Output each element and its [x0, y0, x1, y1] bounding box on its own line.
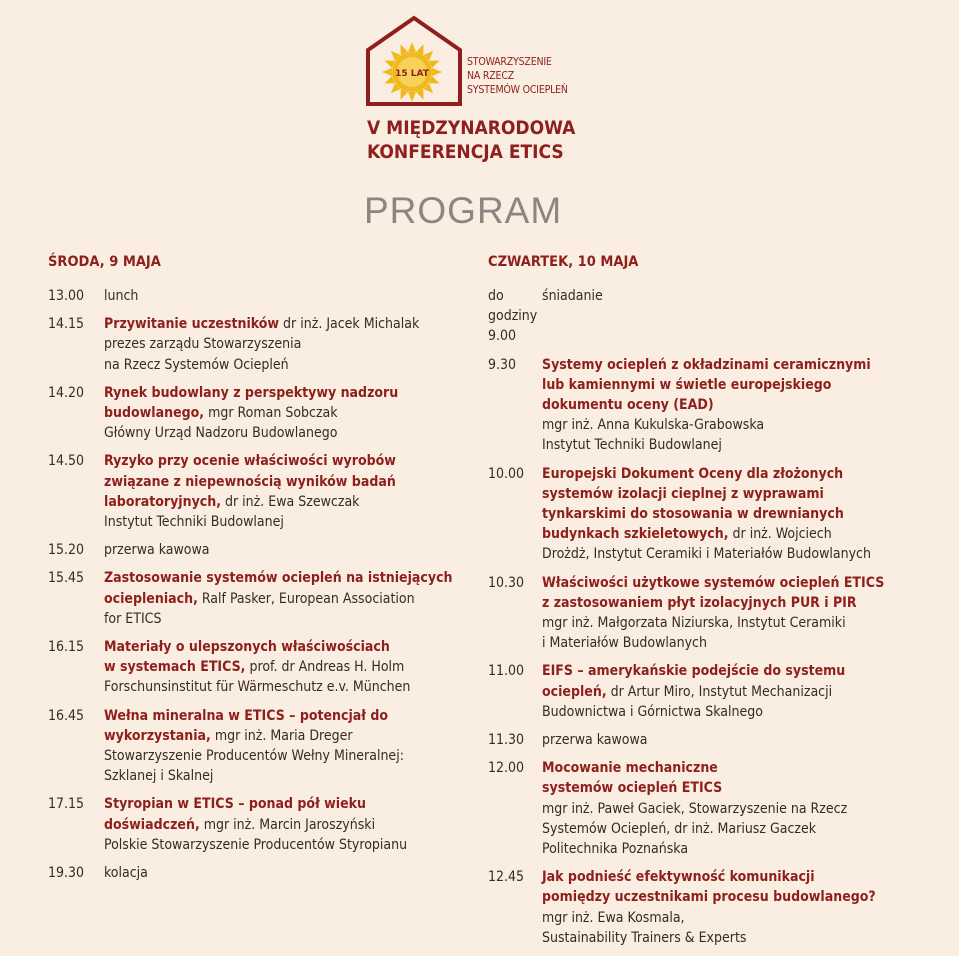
session-description	[542, 730, 928, 750]
session-detail: Politechnika Poznańska	[542, 841, 689, 858]
session-detail: for ETICS	[104, 610, 162, 627]
schedule-item	[48, 637, 468, 698]
session-description	[104, 314, 468, 375]
session-title: systemów ociepleń ETICS	[542, 780, 723, 797]
session-detail: Systemów Ociepleń, dr inż. Mariusz Gaczek	[542, 820, 817, 837]
description-line	[104, 492, 468, 512]
description-line	[542, 758, 928, 778]
time-label: 14.15	[48, 316, 85, 333]
time-label: 10.00	[488, 465, 525, 482]
session-description	[104, 637, 468, 698]
session-detail: śniadanie	[542, 288, 603, 304]
session-detail: mgr inż. Marcin Jaroszyński	[199, 816, 376, 833]
session-title: Mocowanie mechaniczne	[542, 760, 718, 777]
description-line	[104, 451, 468, 471]
time-label: 9.30	[488, 356, 517, 373]
description-line	[542, 593, 928, 613]
description-line	[542, 928, 928, 948]
session-detail: mgr inż. Anna Kukulska-Grabowska	[542, 417, 765, 434]
time-label: 11.00	[488, 663, 525, 680]
session-title: Systemy ociepleń z okładzinami ceramicznymi	[542, 356, 871, 373]
description-line	[104, 863, 468, 883]
description-line	[542, 573, 928, 593]
session-detail: mgr Roman Sobczak	[204, 405, 338, 422]
description-line	[542, 355, 928, 375]
session-title: Styropian w ETICS – ponad pół wieku	[104, 796, 366, 813]
session-description	[542, 464, 928, 565]
time-label: 14.50	[48, 453, 85, 470]
time-label: 12.45	[488, 869, 525, 886]
session-detail: mgr inż. Maria Dreger	[210, 727, 353, 744]
schedule-item	[488, 867, 928, 948]
session-title: Europejski Dokument Oceny dla złożonych	[542, 465, 844, 482]
description-line	[104, 835, 468, 855]
session-detail: Sustainability Trainers & Experts	[542, 929, 747, 946]
time-label: 15.45	[48, 570, 85, 587]
session-detail: Budownictwa i Górnictwa Skalnego	[542, 703, 763, 720]
description-line	[104, 383, 468, 403]
schedule-item	[48, 451, 468, 532]
schedule-item	[488, 573, 928, 654]
description-line	[104, 637, 468, 657]
session-detail: mgr inż. Małgorzata Niziurska, Instytut Ceramiki	[542, 615, 846, 632]
description-line	[542, 484, 928, 504]
time-label: 10.30	[488, 574, 525, 591]
session-title: wykorzystania,	[104, 727, 211, 744]
session-description	[104, 706, 468, 787]
time-label: 14.20	[48, 384, 85, 401]
description-line	[542, 661, 928, 681]
program-heading: PROGRAM	[364, 190, 563, 231]
time-label: do godziny 9.00	[488, 288, 538, 345]
session-description	[542, 661, 928, 722]
session-description	[542, 573, 928, 654]
schedule-item	[48, 568, 468, 629]
session-title: z zastosowaniem płyt izolacyjnych PUR i PIR	[542, 594, 857, 611]
time-label: 13.00	[48, 288, 85, 304]
description-line	[104, 286, 468, 306]
schedule-item	[488, 661, 928, 722]
schedule-item	[48, 383, 468, 444]
session-title: pomiędzy uczestnikami procesu budowlanego?	[542, 889, 876, 906]
description-line	[542, 435, 928, 455]
description-line	[104, 355, 468, 375]
time-label: 17.15	[48, 796, 85, 813]
session-detail: mgr inż. Paweł Gaciek, Stowarzyszenie na Rzecz	[542, 800, 848, 817]
description-line	[542, 544, 928, 564]
description-line	[104, 657, 468, 677]
description-line	[542, 395, 928, 415]
session-detail: kolacja	[104, 865, 148, 882]
session-detail: Szklanej i Skalnej	[104, 768, 214, 785]
organization-name: STOWARZYSZENIE NA RZECZ SYSTEMÓW OCIEPLEŃ	[467, 56, 568, 96]
description-line	[542, 908, 928, 928]
description-line	[104, 314, 468, 334]
description-line	[104, 746, 468, 766]
session-detail: prezes zarządu Stowarzyszenia	[104, 336, 302, 353]
session-description	[104, 568, 468, 629]
time-label: 11.30	[488, 732, 525, 749]
description-line	[542, 286, 928, 306]
session-title: tynkarskimi do stosowania w drewnianych	[542, 506, 844, 523]
session-detail: dr inż. Ewa Szewczak	[221, 493, 360, 510]
schedule-item	[48, 706, 468, 787]
description-line	[104, 540, 468, 560]
description-line	[104, 403, 468, 423]
conference-title: V MIĘDZYNARODOWA KONFERENCJA ETICS	[367, 117, 576, 163]
session-detail: dr Artur Miro, Instytut Mechanizacji	[606, 683, 833, 700]
session-title: Materiały o ulepszonych właściwościach	[104, 639, 390, 656]
description-line	[104, 766, 468, 786]
session-detail: dr inż. Wojciech	[728, 526, 832, 543]
session-detail: Drożdż, Instytut Ceramiki i Materiałów Budowlanych	[542, 546, 871, 563]
session-description	[542, 355, 928, 456]
time-label: 12.00	[488, 760, 525, 777]
session-detail: mgr inż. Ewa Kosmala,	[542, 909, 685, 926]
description-line	[104, 815, 468, 835]
session-detail: Polskie Stowarzyszenie Producentów Styropianu	[104, 836, 408, 853]
session-title: Wełna mineralna w ETICS – potencjał do	[104, 707, 389, 724]
session-title: Właściwości użytkowe systemów ociepleń ETICS	[542, 574, 885, 591]
description-line	[104, 512, 468, 532]
description-line	[104, 423, 468, 443]
session-detail: Instytut Techniki Budowlanej	[104, 514, 284, 531]
session-description	[104, 540, 468, 560]
session-detail: Stowarzyszenie Producentów Wełny Mineralnej:	[104, 748, 404, 765]
description-line	[542, 887, 928, 907]
time-label: 15.20	[48, 542, 85, 559]
description-line	[542, 730, 928, 750]
session-title: Zastosowanie systemów ociepleń na istniejących	[104, 570, 453, 587]
description-line	[104, 334, 468, 354]
session-detail: Instytut Techniki Budowlanej	[542, 437, 722, 454]
day-column-wednesday	[48, 253, 468, 891]
session-title: budowlanego,	[104, 405, 205, 422]
description-line	[542, 415, 928, 435]
session-detail: Ralf Pasker, European Association	[197, 590, 415, 607]
session-detail: Forschunsinstitut für Wärmeschutz e.v. München	[104, 679, 411, 696]
house-sun-logo-icon	[364, 14, 464, 106]
schedule-item	[488, 730, 928, 750]
session-detail: lunch	[104, 288, 139, 304]
schedule-item	[48, 794, 468, 855]
schedule-item	[488, 758, 928, 859]
time-label: 16.15	[48, 639, 85, 656]
session-description	[104, 863, 468, 883]
schedule-item	[48, 286, 468, 306]
session-title: w systemach ETICS,	[104, 659, 246, 676]
session-title: laboratoryjnych,	[104, 493, 222, 510]
session-title: związane z niepewnością wyników badań	[104, 473, 396, 490]
description-line	[542, 702, 928, 722]
description-line	[542, 839, 928, 859]
svg-text:15 LAT: 15 LAT	[395, 69, 429, 79]
schedule-item	[488, 355, 928, 456]
session-title: ociepleniach,	[104, 590, 198, 607]
description-line	[542, 778, 928, 798]
description-line	[104, 589, 468, 609]
day-heading: ŚRODA, 9 MAJA	[48, 254, 161, 270]
description-line	[104, 609, 468, 629]
description-line	[542, 867, 928, 887]
session-title: Ryzyko przy ocenie właściwości wyrobów	[104, 453, 396, 470]
description-line	[542, 633, 928, 653]
session-title: Rynek budowlany z perspektywy nadzoru	[104, 384, 399, 401]
session-title: dokumentu oceny (EAD)	[542, 397, 714, 414]
session-description	[104, 286, 468, 306]
description-line	[104, 794, 468, 814]
description-line	[542, 799, 928, 819]
session-title: EIFS – amerykańskie podejście do systemu	[542, 663, 846, 680]
session-detail: i Materiałów Budowlanych	[542, 635, 707, 652]
session-detail: na Rzecz Systemów Ociepleń	[104, 356, 289, 373]
description-line	[542, 819, 928, 839]
session-detail: Główny Urząd Nadzoru Budowlanego	[104, 425, 338, 442]
schedule-item	[48, 540, 468, 560]
description-line	[104, 677, 468, 697]
day-column-thursday	[488, 253, 928, 956]
session-detail: przerwa kawowa	[104, 542, 210, 559]
description-line	[542, 464, 928, 484]
session-title: Przywitanie uczestników	[104, 316, 280, 333]
schedule-item	[48, 314, 468, 375]
session-description	[104, 383, 468, 444]
description-line	[104, 568, 468, 588]
session-description	[542, 758, 928, 859]
session-description	[104, 794, 468, 855]
session-title: budynkach szkieletowych,	[542, 526, 729, 543]
session-title: doświadczeń,	[104, 816, 200, 833]
header	[0, 0, 959, 240]
session-detail: prof. dr Andreas H. Holm	[245, 659, 405, 676]
description-line	[542, 524, 928, 544]
schedule-item	[488, 286, 928, 347]
session-title: Jak podnieść efektywność komunikacji	[542, 869, 815, 886]
time-label: 16.45	[48, 707, 85, 724]
session-title: ociepleń,	[542, 683, 607, 700]
description-line	[542, 613, 928, 633]
session-title: systemów izolacji cieplnej z wyprawami	[542, 485, 824, 502]
description-line	[104, 726, 468, 746]
time-label: 19.30	[48, 865, 85, 882]
session-description	[542, 286, 928, 347]
description-line	[542, 682, 928, 702]
description-line	[104, 472, 468, 492]
day-heading: CZWARTEK, 10 MAJA	[488, 254, 639, 270]
session-detail: dr inż. Jacek Michalak	[279, 316, 420, 333]
description-line	[542, 375, 928, 395]
description-line	[542, 504, 928, 524]
schedule-item	[488, 464, 928, 565]
schedule-item	[48, 863, 468, 883]
session-title: lub kamiennymi w świetle europejskiego	[542, 376, 832, 393]
description-line	[104, 706, 468, 726]
session-description	[104, 451, 468, 532]
session-description	[542, 867, 928, 948]
session-detail: przerwa kawowa	[542, 732, 648, 749]
